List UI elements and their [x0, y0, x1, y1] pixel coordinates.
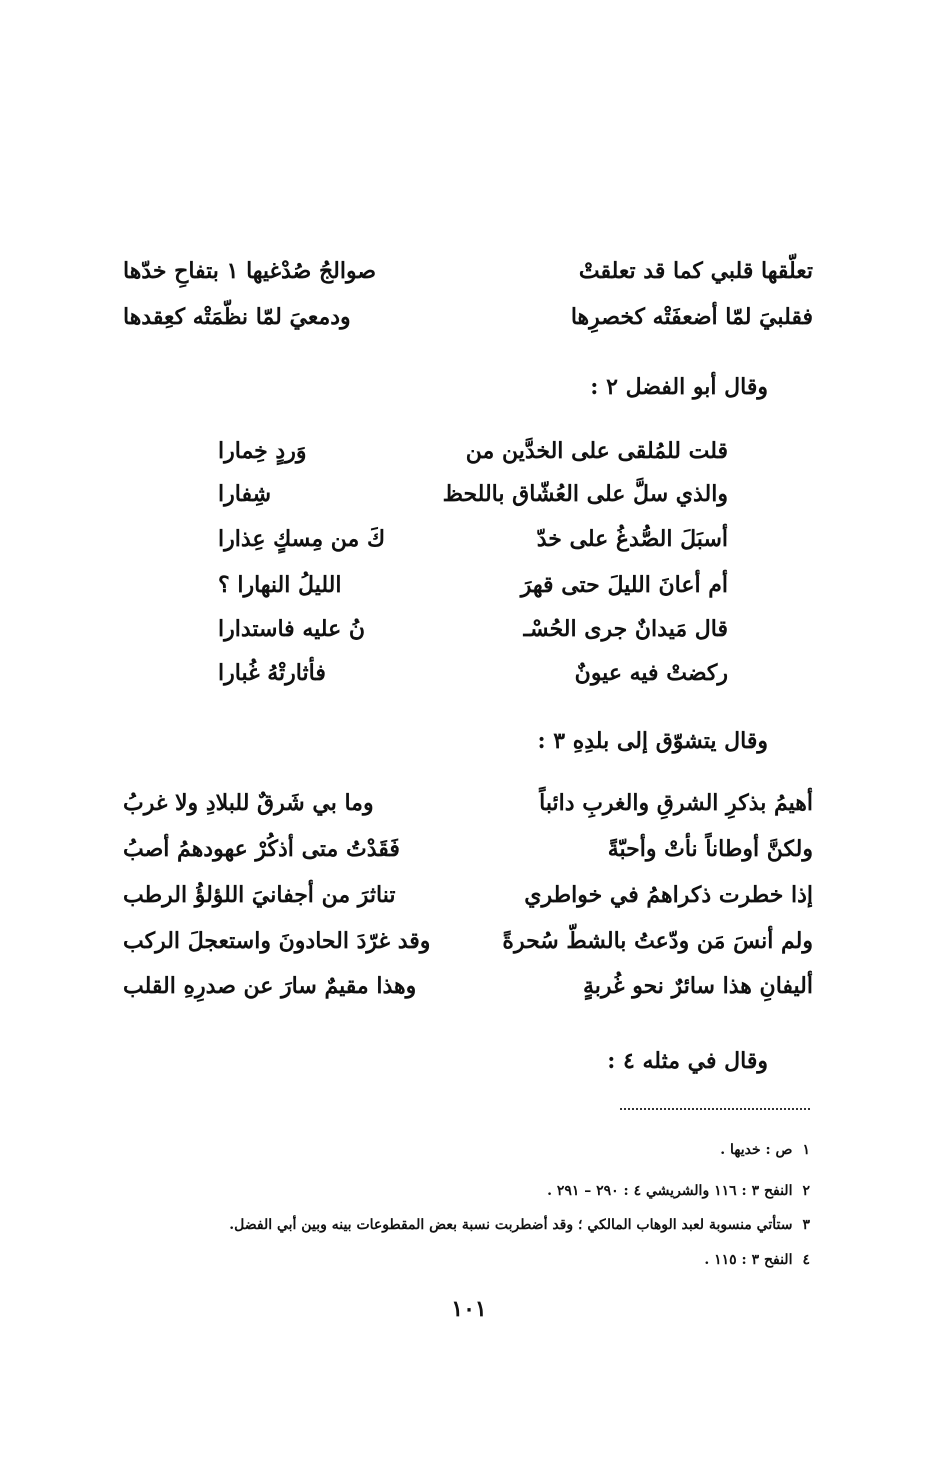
first-hemistich: قلت للمُلقى على الخدَّين من	[465, 438, 728, 464]
second-hemistich: الليلُ النهارا ؟	[218, 572, 342, 598]
poem-introduction: وقال في مثله ٤ :	[607, 1048, 768, 1074]
footnote-text: ص : خديها .	[720, 1142, 793, 1158]
footnote-text: النفح ٣ : ١١٥ .	[704, 1252, 793, 1268]
poem-introduction: وقال أبو الفضل ٢ :	[590, 374, 768, 400]
poem-introduction: وقال يتشوّق إلى بلدِهِ ٣ :	[537, 728, 768, 754]
verse-line	[218, 616, 728, 644]
verse-line	[123, 882, 813, 912]
footnote	[547, 1183, 810, 1199]
second-hemistich: نُ عليه فاستدارا	[218, 616, 366, 642]
second-hemistich: ودمعيَ لمّا نظّمَتْه كعِقدها	[123, 304, 351, 330]
footnote-number: ٢	[802, 1183, 810, 1199]
footnote-text: ستأتي منسوبة لعبد الوهاب المالكي ؛ وقد أضطربت نسبة بعض المقطوعات بينه وبين أبي الفضل.	[229, 1217, 793, 1233]
first-hemistich: ولم أنسَ مَن ودّعتُ بالشطّ سُحرةً	[502, 928, 813, 954]
verse-line	[218, 438, 728, 466]
first-hemistich: والذي سلَّ على العُشّاق باللحظ	[442, 481, 728, 507]
second-hemistich: وقد غرّدَ الحادونَ واستعجلَ الركب	[123, 928, 431, 954]
second-hemistich: فأثارتْهُ غُبارا	[218, 660, 326, 686]
footnote-text: النفح ٣ : ١١٦ والشريشي ٤ : ٢٩٠ – ٢٩١ .	[547, 1183, 793, 1199]
first-hemistich: ولكنَّ أوطاناً نأتْ وأحبّةً	[607, 836, 813, 862]
first-hemistich: أم أعانَ الليلَ حتى قهرَ	[520, 572, 728, 598]
second-hemistich: فَقَدْتُ متى أذكُرْ عهودهمُ أصبُ	[123, 836, 400, 862]
first-hemistich: أهيمُ بذكرِ الشرقِ والغربِ دائباً	[539, 790, 813, 816]
footnote	[720, 1142, 810, 1158]
verse-line	[123, 973, 813, 1003]
couplet-line-1	[123, 258, 813, 288]
first-hemistich: أسبَلَ الصُّدغُ على خدّ	[536, 526, 728, 552]
second-hemistich: وما بي شَرقٌ للبلادِ ولا غربُ	[123, 790, 374, 816]
second-hemistich: شِفارا	[218, 481, 272, 507]
first-hemistich: قال مَيدانٌ جرى الحُسْـ	[523, 616, 728, 642]
footnote-number: ١	[802, 1142, 810, 1158]
first-hemistich: تعلّقها قلبي كما قد تعلقتْ	[578, 258, 813, 284]
verse-line	[123, 836, 813, 866]
footnote-separator	[620, 1108, 810, 1110]
second-hemistich: وَردٍ خِمارا	[218, 438, 307, 464]
second-hemistich: كَ من مِسكٍ عِذارا	[218, 526, 386, 552]
first-hemistich: ركضتْ فيه عيونٌ	[574, 660, 728, 686]
verse-line	[123, 928, 813, 958]
verse-line	[218, 572, 728, 600]
second-hemistich: صوالجُ صُدْغيها ١ بتفاحِ خدّها	[123, 258, 377, 284]
second-hemistich: وهذا مقيمٌ سارَ عن صدرِهِ القلب	[123, 973, 417, 999]
verse-line	[218, 481, 728, 509]
footnote	[229, 1217, 810, 1233]
verse-line	[123, 790, 813, 820]
couplet-line-2	[123, 304, 813, 334]
first-hemistich: إذا خطرت ذكراهمُ في خواطري	[524, 882, 813, 908]
second-hemistich: تناثرَ من أجفانيَ اللؤلؤُ الرطب	[123, 882, 396, 908]
verse-line	[218, 526, 728, 554]
page-number: ١٠١	[451, 1296, 487, 1322]
first-hemistich: أليفانِ هذا سائرٌ نحو غُربةٍ	[583, 973, 813, 999]
footnote-number: ٤	[802, 1252, 810, 1268]
verse-line	[218, 660, 728, 688]
footnote	[704, 1252, 810, 1268]
first-hemistich: فقلبيَ لمّا أضعفَتْه كخصرِها	[570, 304, 813, 330]
footnote-number: ٣	[802, 1217, 810, 1233]
